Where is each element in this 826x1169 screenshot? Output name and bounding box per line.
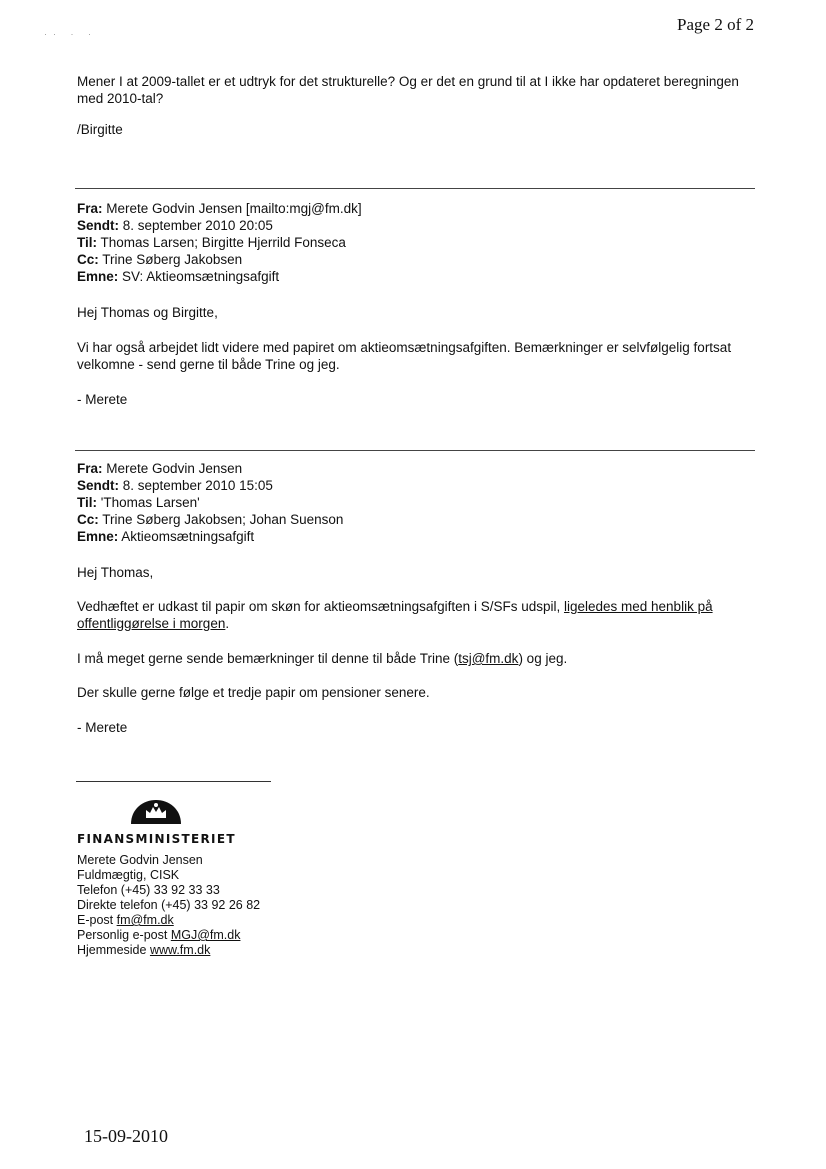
cc-label: Cc: [77, 252, 99, 267]
p1-end: . [225, 616, 230, 631]
emne-label: Emne: [77, 529, 119, 544]
sig-email-link[interactable]: fm@fm.dk [116, 913, 174, 927]
email1-greeting: Hej Thomas og Birgitte, [77, 305, 218, 320]
sig-name: Merete Godvin Jensen [77, 853, 203, 867]
email2-paragraph-3: Der skulle gerne følge et tredje papir om pensioner senere. [77, 685, 430, 700]
sig-email-row [77, 913, 260, 928]
intro-question: Mener I at 2009-tallet er et udtryk for det strukturelle? Og er det en grund til at I ikke har opdateret beregningen med 2010-tal? [77, 74, 739, 106]
p1-text: Vedhæftet er udkast til papir om skøn for aktieomsætningsafgiften i S/SFs udspil, [77, 599, 564, 614]
fra-label: Fra: [77, 201, 103, 216]
sig-web-link[interactable]: www.fm.dk [149, 943, 211, 957]
fra-value: Merete Godvin Jensen [106, 461, 243, 476]
footer-date: 15-09-2010 [84, 1126, 168, 1146]
sig-personal-link[interactable]: MGJ@fm.dk [170, 928, 241, 942]
tsj-email-link[interactable]: tsj@fm.dk [458, 651, 519, 666]
logo-text: FINANSMINISTERIET [77, 832, 236, 846]
sendt-label: Sendt: [77, 478, 119, 493]
cc-value: Trine Søberg Jakobsen [102, 252, 243, 267]
intro-signoff: /Birgitte [77, 122, 123, 137]
page-number: Page 2 of 2 [677, 15, 754, 34]
til-value: 'Thomas Larsen' [100, 495, 200, 510]
til-label: Til: [77, 495, 97, 510]
sig-personal-label: Personlig e-post [77, 928, 171, 942]
divider [75, 188, 755, 189]
sig-personal-row [77, 928, 260, 943]
email2-paragraph-2 [77, 650, 767, 667]
email2-header [77, 460, 767, 545]
signature-block [77, 853, 260, 958]
sig-web-label: Hjemmeside [77, 943, 150, 957]
email1-header [77, 200, 767, 285]
email2-paragraph-1 [77, 598, 757, 632]
email1-signoff: - Merete [77, 392, 128, 407]
fra-value: Merete Godvin Jensen [mailto:mgj@fm.dk] [106, 201, 362, 216]
divider [75, 450, 755, 451]
p2-text: I må meget gerne sende bemærkninger til denne til både Trine ( [77, 651, 459, 666]
sendt-value: 8. september 2010 15:05 [122, 478, 273, 493]
cc-label: Cc: [77, 512, 99, 527]
sig-title: Fuldmægtig, CISK [77, 868, 180, 882]
signature-divider [76, 781, 271, 782]
scan-marks: ·· · · [44, 29, 97, 39]
emne-value: SV: Aktieomsætningsafgift [122, 269, 280, 284]
emne-value: Aktieomsætningsafgift [121, 529, 255, 544]
sig-email-label: E-post [77, 913, 117, 927]
til-value: Thomas Larsen; Birgitte Hjerrild Fonseca [100, 235, 346, 250]
sig-web-row [77, 943, 260, 958]
til-label: Til: [77, 235, 97, 250]
cc-value: Trine Søberg Jakobsen; Johan Suenson [102, 512, 344, 527]
crown-icon [129, 797, 183, 825]
email2-signoff: - Merete [77, 720, 128, 735]
sendt-label: Sendt: [77, 218, 119, 233]
sig-phone: Telefon (+45) 33 92 33 33 [77, 883, 220, 897]
sig-direct: Direkte telefon (+45) 33 92 26 82 [77, 898, 261, 912]
p2-end: ) og jeg. [518, 651, 568, 666]
fra-label: Fra: [77, 461, 103, 476]
p1-link[interactable]: ligeledes med henblik på offentliggørelse i morgen [77, 599, 713, 631]
sendt-value: 8. september 2010 20:05 [122, 218, 273, 233]
email1-body: Vi har også arbejdet lidt videre med papiret om aktieomsætningsafgiften. Bemærkninger er selvfølgelig fortsat velkomne - send gerne til både Trine og jeg. [77, 340, 732, 372]
ministry-logo [77, 797, 236, 848]
email2-greeting: Hej Thomas, [77, 565, 154, 580]
emne-label: Emne: [77, 269, 119, 284]
